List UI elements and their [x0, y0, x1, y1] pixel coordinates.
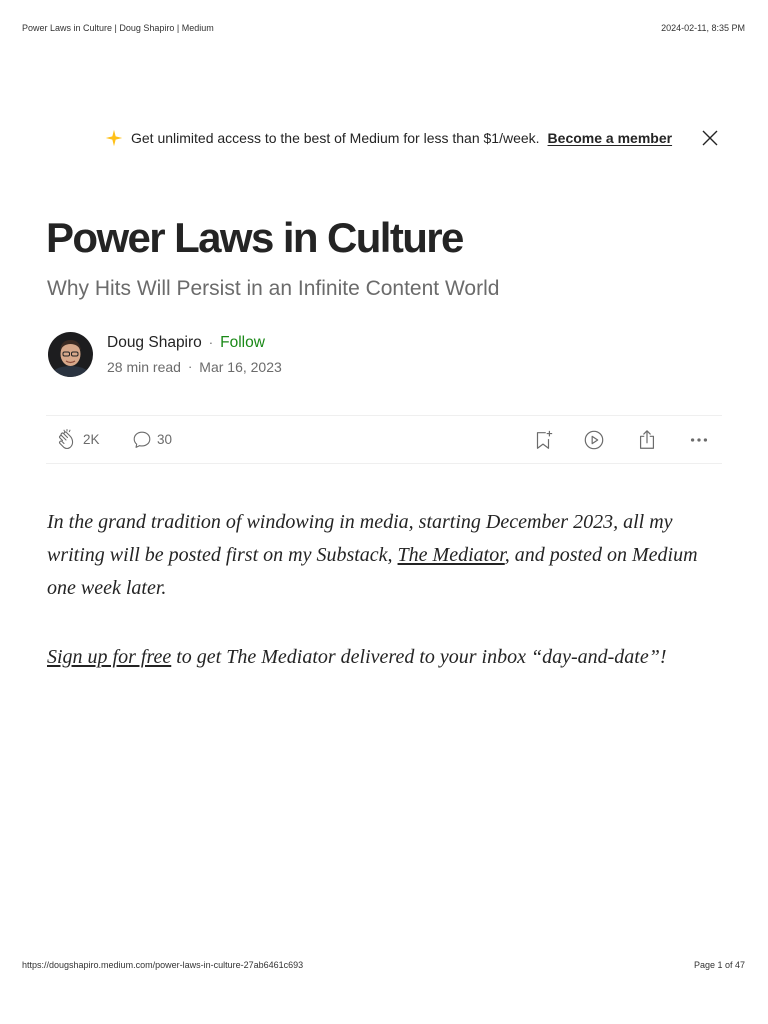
print-header [22, 23, 745, 33]
listen-button[interactable] [583, 416, 605, 463]
become-member-link[interactable]: Become a member [547, 130, 673, 146]
share-button[interactable] [636, 416, 658, 463]
sparkle-icon [105, 129, 123, 147]
intro-text-start: In the grand tradition of windowing in media, starting December 2023, all my writing will be posted first on my Substack, [47, 511, 673, 566]
article-title: Power Laws in Culture [46, 214, 463, 261]
avatar[interactable] [48, 332, 93, 377]
print-header-timestamp: 2024-02-11, 8:35 PM [661, 23, 745, 33]
clap-icon [55, 428, 79, 452]
clap-button[interactable] [55, 416, 100, 463]
close-icon[interactable] [700, 128, 720, 148]
article-subtitle: Why Hits Will Persist in an Infinite Content World [47, 277, 500, 300]
intro-text-end: , and posted on Medium one week later. [47, 544, 698, 599]
author-meta [107, 334, 282, 375]
read-time: 28 min read [107, 358, 181, 375]
intro-paragraph [47, 506, 727, 605]
signup-text: to get The Mediator delivered to your inbox “day-and-date”! [171, 646, 667, 668]
author-name[interactable]: Doug Shapiro [107, 333, 202, 351]
separator-dot: · [208, 335, 214, 350]
print-footer-url: https://dougshapiro.medium.com/power-laws-in-culture-27ab6461c693 [22, 960, 304, 970]
action-bar [46, 415, 722, 464]
sign-up-link[interactable]: Sign up for free [47, 646, 172, 668]
bookmark-add-icon [532, 429, 554, 451]
follow-button[interactable]: Follow [220, 333, 265, 351]
comment-button[interactable] [131, 416, 172, 463]
save-button[interactable] [532, 416, 554, 463]
publish-date: Mar 16, 2023 [199, 358, 282, 375]
membership-banner [105, 127, 720, 149]
separator-dot: · [187, 359, 193, 374]
comment-icon [131, 429, 153, 451]
more-icon [688, 429, 710, 451]
more-options-button[interactable] [688, 416, 710, 463]
author-line [107, 334, 282, 352]
clap-count: 2K [83, 432, 100, 447]
print-header-title: Power Laws in Culture | Doug Shapiro | Medium [22, 23, 214, 33]
the-mediator-link[interactable]: The Mediator [397, 544, 505, 566]
play-icon [583, 429, 605, 451]
author-photo [48, 332, 93, 377]
share-icon [636, 429, 658, 451]
signup-paragraph [47, 641, 727, 674]
print-footer [22, 960, 745, 970]
banner-text: Get unlimited access to the best of Medium for less than $1/week. [131, 130, 540, 146]
comment-count: 30 [157, 432, 173, 447]
author-row [48, 330, 282, 378]
article-meta [107, 359, 282, 375]
print-footer-page: Page 1 of 47 [693, 960, 745, 970]
